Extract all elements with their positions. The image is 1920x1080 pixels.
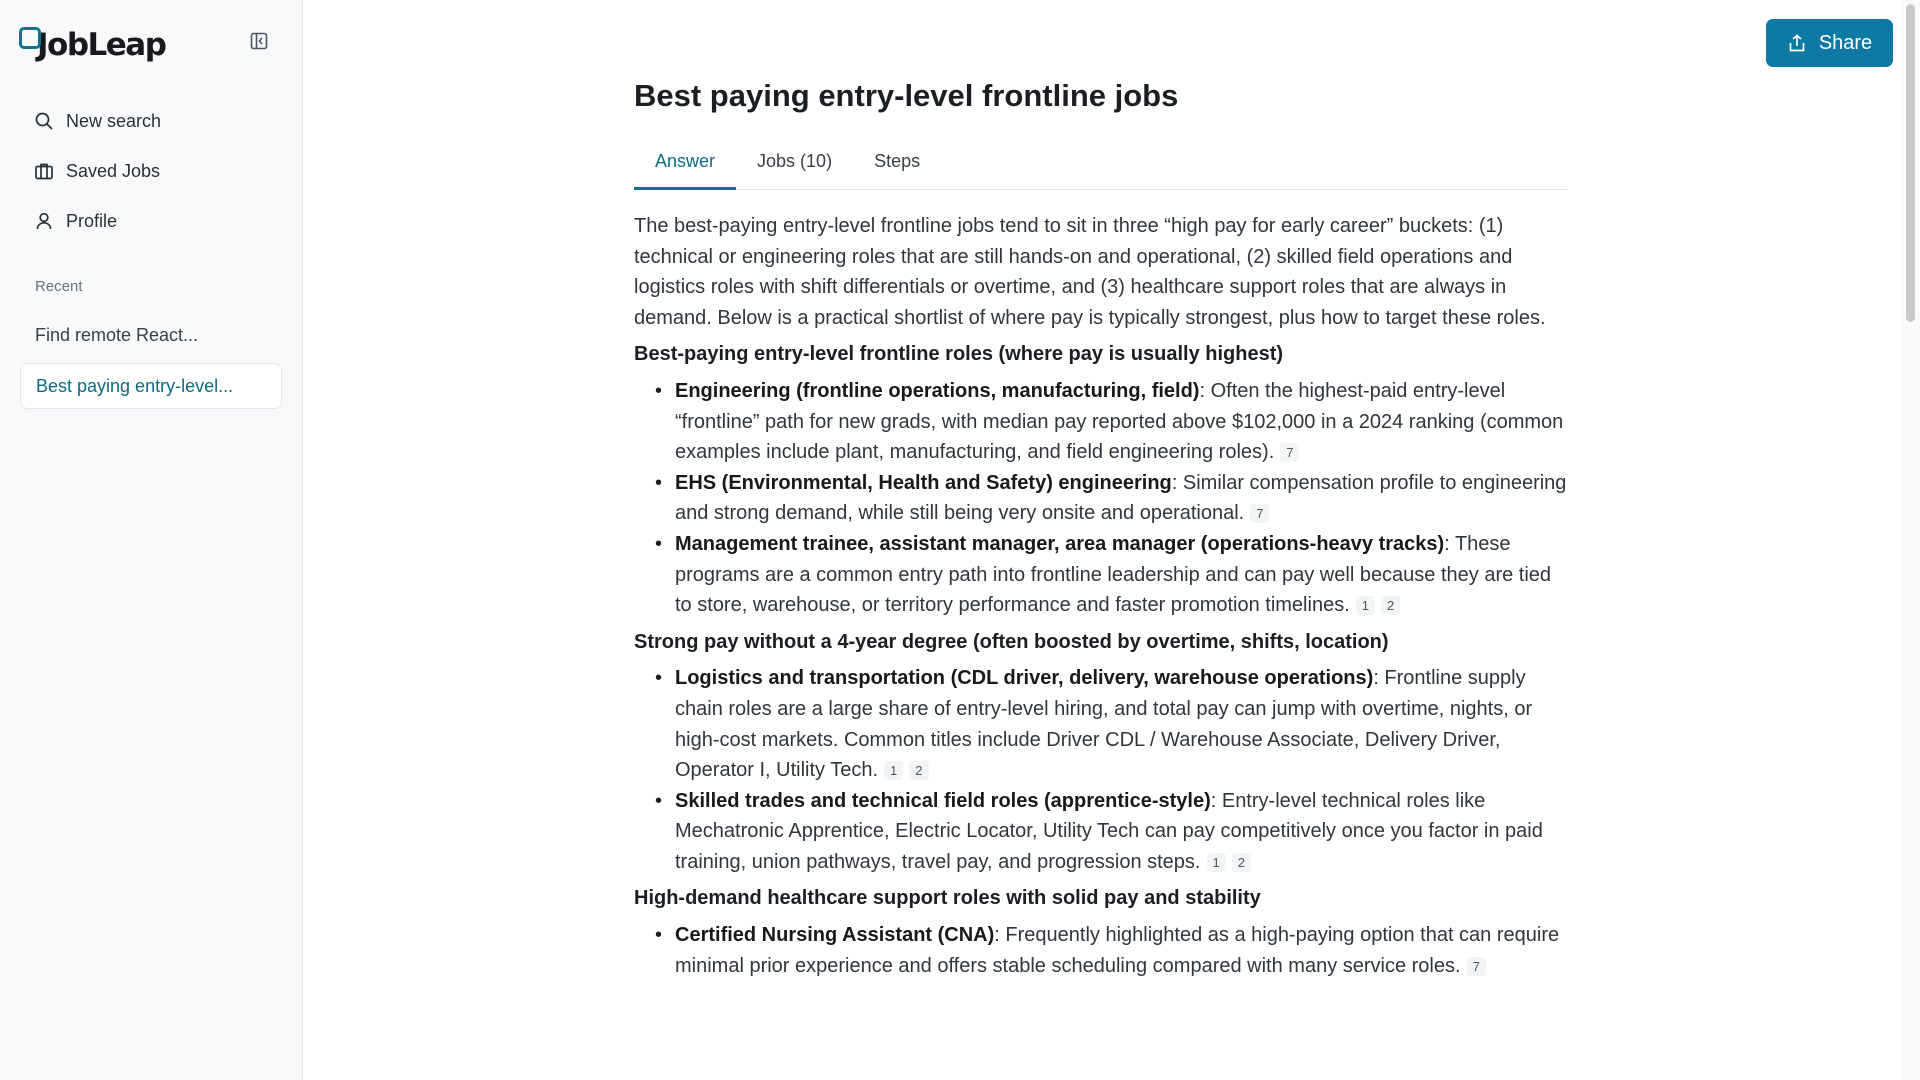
page-title: Best paying entry-level frontline jobs: [634, 78, 1179, 113]
app-name: JobLeap: [37, 27, 166, 63]
search-icon: [34, 111, 54, 131]
section-heading: Strong pay without a 4-year degree (often boosted by overtime, shifts, location): [634, 630, 1389, 653]
share-icon: [1787, 33, 1807, 53]
list-item: [634, 376, 1568, 468]
recent-item[interactable]: [20, 312, 282, 358]
recent-label: Recent: [35, 278, 83, 295]
tab-steps[interactable]: Steps: [874, 151, 921, 171]
share-label: Share: [1818, 31, 1873, 54]
citation-badge[interactable]: 2: [1232, 853, 1251, 872]
item-title: Management trainee, assistant manager, area manager (operations-heavy tracks): [675, 532, 1445, 555]
sidebar-item-new-search[interactable]: [20, 96, 282, 146]
list-item: [634, 786, 1568, 878]
recent-item-active[interactable]: [20, 363, 282, 409]
sidebar-item-label: New search: [66, 110, 162, 131]
recent-item-label: Find remote React...: [35, 324, 199, 345]
citation-badge[interactable]: 7: [1467, 957, 1486, 976]
item-text: : Frontline supply chain roles are a large share of entry-level hiring, and total pay can jump with overtime, nights, or high-cost markets. Common titles include Driver CDL / Warehouse Associate, Delivery Driver, Operator I, Utility Tech.: [675, 667, 1533, 782]
section-heading: Best-paying entry-level frontline roles (where pay is usually highest): [634, 343, 1284, 366]
list-item: [634, 529, 1568, 621]
citation-badge[interactable]: 7: [1250, 504, 1269, 523]
section-heading: High-demand healthcare support roles with solid pay and stability: [634, 887, 1261, 910]
sidebar-item-profile[interactable]: [20, 196, 282, 246]
citation-badge[interactable]: 2: [1381, 596, 1400, 615]
list-item: [634, 663, 1568, 785]
citation-badge[interactable]: 7: [1280, 443, 1299, 462]
scrollbar-thumb[interactable]: [1906, 4, 1915, 322]
tab-jobs[interactable]: Jobs (10): [757, 151, 833, 171]
user-icon: [34, 211, 54, 231]
item-title: Skilled trades and technical field roles (apprentice-style): [675, 789, 1211, 812]
item-text: : Entry-level technical roles like Mechatronic Apprentice, Electric Locator, Utility Tech can pay competitively once you factor in paid training, union pathways, travel pay, and progression steps.: [675, 789, 1543, 873]
tab-answer[interactable]: Answer: [634, 143, 736, 190]
list-item: [634, 468, 1568, 529]
logo-mark-icon: [19, 27, 49, 57]
item-title: EHS (Environmental, Health and Safety) engineering: [675, 471, 1172, 494]
item-title: Certified Nursing Assistant (CNA): [675, 924, 995, 947]
bullet-list: [634, 920, 1568, 981]
item-text: : Similar compensation profile to engineering and strong demand, while still being very onsite and operational.: [675, 471, 1567, 525]
item-text: : These programs are a common entry path into frontline leadership and can pay well because they are tied to store, warehouse, or territory performance and faster promotion timelines.: [675, 532, 1552, 617]
sidebar-item-saved-jobs[interactable]: [20, 146, 282, 196]
sidebar: [0, 0, 303, 1080]
citation-badge[interactable]: 1: [1356, 596, 1375, 615]
sidebar-nav: [20, 96, 282, 246]
citation-badge[interactable]: 1: [884, 761, 903, 780]
bullet-list: [634, 376, 1568, 621]
item-text: : Frequently highlighted as a high-paying option that can require minimal prior experience and offers stable scheduling compared with many service roles.: [675, 924, 1560, 977]
sidebar-item-label: Saved Jobs: [66, 160, 161, 181]
item-title: Engineering (frontline operations, manufacturing, field): [675, 379, 1200, 402]
app-logo[interactable]: [19, 22, 165, 62]
citation-badge[interactable]: 1: [1207, 853, 1226, 872]
item-text: : Often the highest-paid entry-level “frontline” path for new grads, with median pay reported above $102,000 in a 2024 ranking (common examples include plant, manufacturing, and field engineering roles).: [675, 379, 1564, 464]
intro-paragraph: The best-paying entry-level frontline jobs tend to sit in three “high pay for early career” buckets: (1) technical or engineering roles that are still hands-on and operational, (2) skilled field operations and logistics roles with shift differentials or overtime, and (3) healthcare support roles that are always in demand. Below is a practical shortlist of where pay is typically strongest, plus how to target these roles.: [634, 215, 1546, 329]
answer-content: [634, 211, 1568, 987]
sidebar-item-label: Profile: [66, 210, 118, 231]
share-button[interactable]: [1766, 19, 1893, 67]
item-title: Logistics and transportation (CDL driver, delivery, warehouse operations): [675, 667, 1374, 690]
collapse-sidebar-icon[interactable]: [248, 30, 270, 52]
bullet-list: [634, 663, 1568, 877]
tab-bar: [634, 143, 1568, 190]
citation-badge[interactable]: 2: [909, 761, 928, 780]
recent-item-label: Best paying entry-level...: [36, 375, 234, 396]
briefcase-icon: [34, 161, 54, 181]
list-item: [634, 920, 1568, 981]
